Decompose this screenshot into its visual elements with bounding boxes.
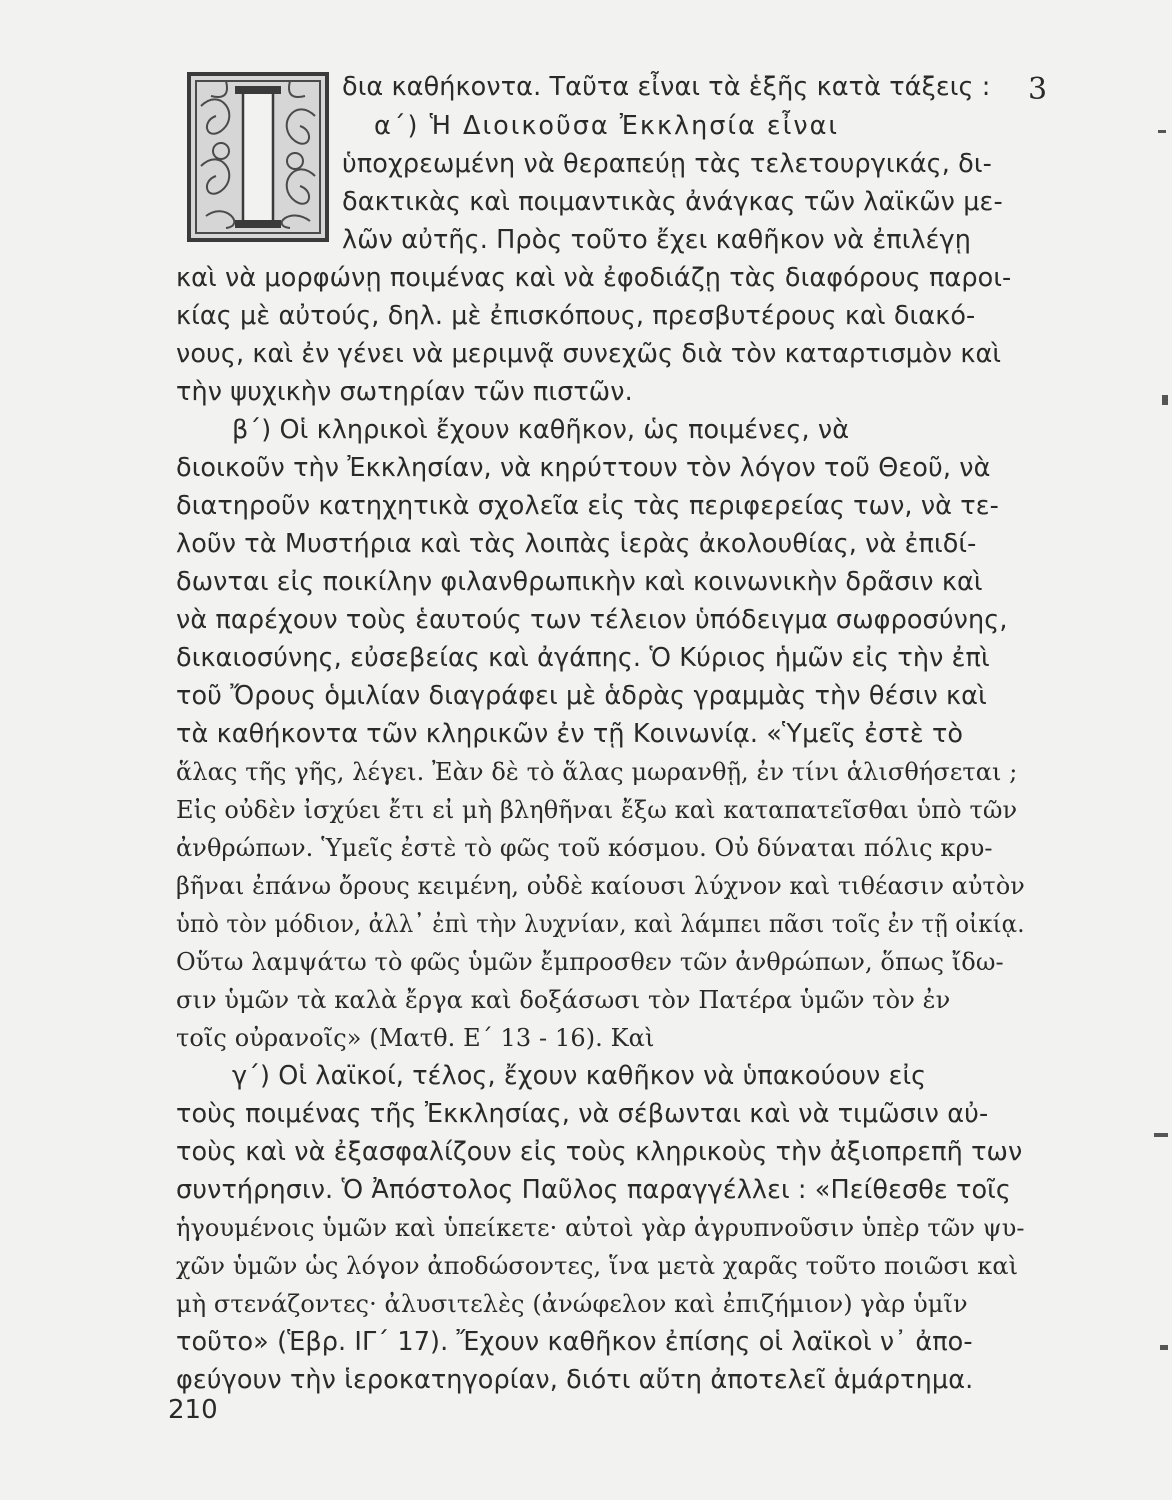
text-line: λῶν αὐτῆς. Πρὸς τοῦτο ἔχει καθῆκον νὰ ἐπιλέγῃ	[342, 225, 972, 255]
text-line: διατηροῦν κατηχητικὰ σχολεῖα εἰς τὰς περιφερείας των, νὰ τε-	[176, 491, 999, 521]
text-line: ἅλας τῆς γῆς, λέγει. Ἐὰν δὲ τὸ ἅλας μωρανθῇ, ἐν τίνι ἁλισθήσεται ;	[176, 758, 1018, 786]
text-line: καὶ νὰ μορφώνῃ ποιμένας καὶ νὰ ἐφοδιάζῃ τὰς διαφόρους παροι-	[176, 263, 1012, 293]
text-line: ὑπὸ τὸν μόδιον, ἀλλ᾽ ἐπὶ τὴν λυχνίαν, καὶ λάμπει πᾶσι τοῖς ἐν τῇ οἰκίᾳ.	[176, 910, 1025, 938]
text-line: διοικοῦν τὴν Ἐκκλησίαν, νὰ κηρύττουν τὸν λόγον τοῦ Θεοῦ, νὰ	[176, 453, 991, 483]
text-line: α΄) Ἡ Διοικοῦσα Ἐκκλησία εἶναι	[374, 111, 840, 141]
text-line: κίας μὲ αὐτούς, δηλ. μὲ ἐπισκόπους, πρεσβυτέρους καὶ διακό-	[176, 301, 976, 331]
text-line: νους, καὶ ἐν γένει νὰ μεριμνᾷ συνεχῶς διὰ τὸν καταρτισμὸν καὶ	[176, 339, 1002, 369]
text-line: σιν ὑμῶν τὰ καλὰ ἔργα καὶ δοξάσωσι τὸν Πατέρα ὑμῶν τὸν ἐν	[176, 986, 951, 1014]
text-line: τὴν ψυχικὴν σωτηρίαν τῶν πιστῶν.	[176, 377, 633, 407]
marginal-number: 3	[1028, 72, 1048, 107]
text-line: ὑποχρεωμένη νὰ θεραπεύῃ τὰς τελετουργικάς, δι-	[342, 149, 992, 179]
text-line: τὰ καθήκοντα τῶν κληρικῶν ἐν τῇ Κοινωνίᾳ. «Ὑμεῖς ἐστὲ τὸ	[176, 719, 964, 749]
text-line: χῶν ὑμῶν ὡς λόγον ἀποδώσοντες, ἵνα μετὰ χαρᾶς τοῦτο ποιῶσι καὶ	[176, 1252, 1019, 1280]
text-line: μὴ στενάζοντες· ἀλυσιτελὲς (ἀνώφελον καὶ ἐπιζήμιον) γὰρ ὑμῖν	[176, 1290, 968, 1318]
text-line: συντήρησιν. Ὁ Ἀπόστολος Παῦλος παραγγέλλει : «Πείθεσθε τοῖς	[176, 1175, 1011, 1205]
text-line: δακτικὰς καὶ ποιμαντικὰς ἀνάγκας τῶν λαϊκῶν με-	[342, 187, 1003, 217]
text-line: β΄) Οἱ κληρικοὶ ἔχουν καθῆκον, ὡς ποιμένες, νὰ	[232, 415, 850, 445]
text-line: φεύγουν τὴν ἱεροκατηγορίαν, διότι αὕτη ἀποτελεῖ ἁμάρτημα.	[176, 1365, 974, 1395]
text-line: δικαιοσύνης, εὐσεβείας καὶ ἀγάπης. Ὁ Κύριος ἡμῶν εἰς τὴν ἐπὶ	[176, 643, 990, 673]
text-line: γ΄) Οἱ λαϊκοί, τέλος, ἔχουν καθῆκον νὰ ὑπακούουν εἰς	[232, 1061, 927, 1091]
scan-speck	[1154, 1133, 1168, 1137]
text-line: τοῖς οὐρανοῖς» (Ματθ. Ε΄ 13 - 16). Καὶ	[176, 1024, 655, 1052]
text-line: τοὺς καὶ νὰ ἐξασφαλίζουν εἰς τοὺς κληρικοὺς τὴν ἀξιοπρεπῆ των	[176, 1137, 1023, 1167]
text-line: τοῦ Ὄρους ὁμιλίαν διαγράφει μὲ ἁδρὰς γραμμὰς τὴν θέσιν καὶ	[176, 681, 987, 711]
scan-speck	[1162, 395, 1168, 405]
scan-speck	[1158, 130, 1166, 133]
ornamental-drop-cap	[187, 72, 329, 242]
page-number: 210	[168, 1395, 218, 1425]
ornamental-drop-cap-icon	[191, 76, 325, 238]
text-line: Εἰς οὐδὲν ἰσχύει ἔτι εἰ μὴ βληθῆναι ἔξω καὶ καταπατεῖσθαι ὑπὸ τῶν	[176, 796, 1018, 824]
text-line: ἀνθρώπων. Ὑμεῖς ἐστὲ τὸ φῶς τοῦ κόσμου. Οὐ δύναται πόλις κρυ-	[176, 834, 993, 862]
scan-speck	[1160, 1345, 1168, 1350]
text-line: Οὕτω λαμψάτω τὸ φῶς ὑμῶν ἔμπροσθεν τῶν ἀνθρώπων, ὅπως ἴδω-	[176, 948, 1004, 976]
text-line: λοῦν τὰ Μυστήρια καὶ τὰς λοιπὰς ἱερὰς ἀκολουθίας, νὰ ἐπιδί-	[176, 529, 977, 559]
text-line: τοῦτο» (Ἑβρ. ΙΓ΄ 17). Ἔχουν καθῆκον ἐπίσης οἱ λαϊκοὶ ν᾽ ἀπο-	[176, 1327, 973, 1357]
text-line: τοὺς ποιμένας τῆς Ἐκκλησίας, νὰ σέβωνται καὶ νὰ τιμῶσιν αὐ-	[176, 1099, 989, 1129]
text-line: νὰ παρέχουν τοὺς ἑαυτούς των τέλειον ὑπόδειγμα σωφροσύνης,	[176, 605, 1008, 635]
text-line: δια καθήκοντα. Ταῦτα εἶναι τὰ ἑξῆς κατὰ τάξεις :	[342, 72, 991, 102]
text-line: βῆναι ἐπάνω ὄρους κειμένη, οὐδὲ καίουσι λύχνον καὶ τιθέασιν αὐτὸν	[176, 872, 1025, 900]
text-line: ἡγουμένοις ὑμῶν καὶ ὑπείκετε· αὐτοὶ γὰρ ἀγρυπνοῦσιν ὑπὲρ τῶν ψυ-	[176, 1214, 1025, 1242]
text-line: δωνται εἰς ποικίλην φιλανθρωπικὴν καὶ κοινωνικὴν δρᾶσιν καὶ	[176, 567, 983, 597]
